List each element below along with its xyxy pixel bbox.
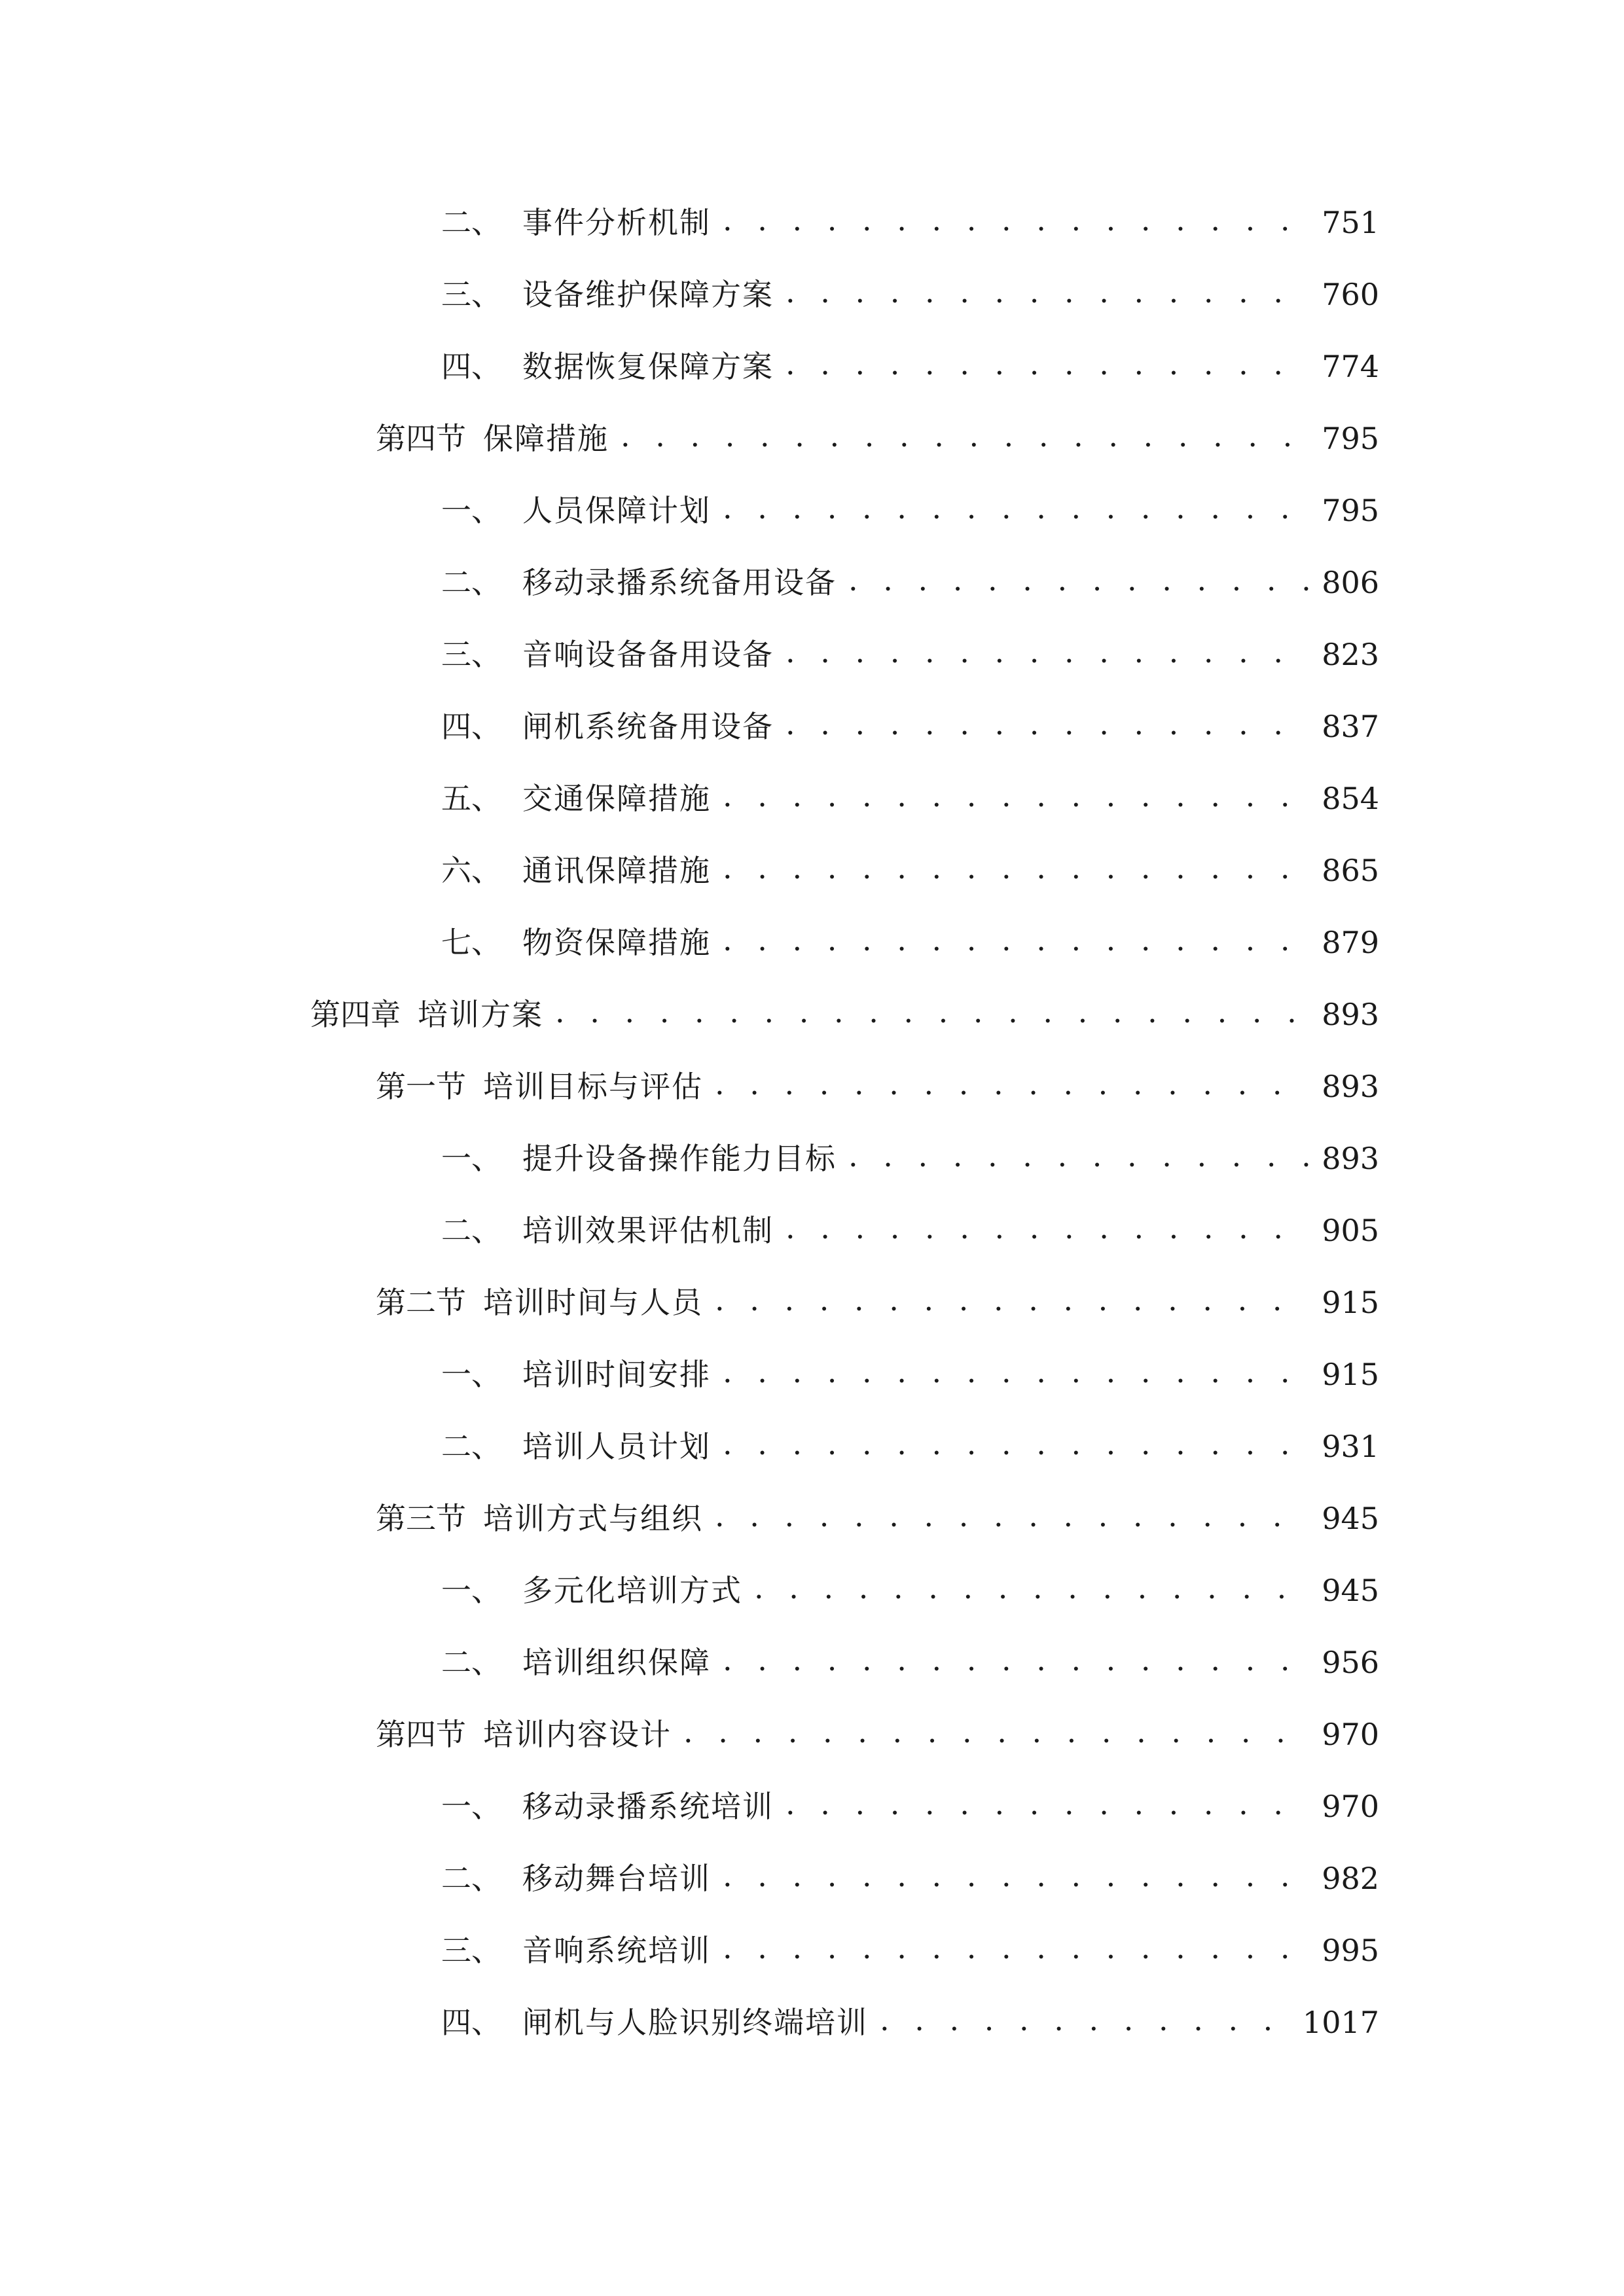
toc-entry-number: 七、 [441,925,501,960]
toc-entry-page: 865 [1322,853,1379,888]
toc-entry-number: 四、 [441,2005,501,2040]
toc-entry[interactable] [310,988,1379,1041]
toc-entry[interactable] [441,1852,1379,1905]
toc-dot-leader [785,338,1310,390]
toc-entry-title: 培训内容设计 [483,1717,672,1752]
toc-entry-number: 第四章 [310,997,401,1032]
toc-entry-title: 培训组织保障 [522,1645,711,1680]
toc-entry[interactable] [441,340,1379,393]
toc-dot-leader [723,1922,1310,1974]
toc-entry-title: 人员保障计划 [522,493,711,528]
toc-entry-title: 多元化培训方式 [522,1573,742,1608]
toc-entry-number: 一、 [441,1357,501,1392]
toc-entry-page: 915 [1322,1357,1379,1392]
toc-dot-leader [785,626,1310,678]
toc-entry-title: 培训时间与人员 [483,1285,703,1320]
toc-entry-number: 三、 [441,277,501,312]
toc-entry[interactable] [441,484,1379,537]
toc-entry-number: 六、 [441,853,501,888]
toc-entry[interactable] [441,1636,1379,1689]
toc-entry-page: 751 [1322,205,1379,240]
toc-entry-title: 移动舞台培训 [522,1861,711,1896]
toc-dot-leader [723,482,1310,534]
toc-entry-number: 第三节 [376,1501,466,1536]
toc-entry-page: 982 [1322,1861,1379,1896]
toc-dot-leader [723,770,1310,822]
toc-entry-page: 905 [1322,1213,1379,1248]
toc-entry-number: 二、 [441,205,501,240]
toc-entry-number: 一、 [441,1789,501,1824]
toc-entry[interactable] [441,1564,1379,1617]
toc-dot-leader [723,1850,1310,1902]
toc-entry-number: 五、 [441,781,501,816]
toc-dot-leader [723,1346,1310,1398]
toc-entry-page: 956 [1322,1645,1379,1680]
toc-dot-leader [715,1274,1310,1326]
toc-entry-page: 915 [1322,1285,1379,1320]
toc-entry[interactable] [441,268,1379,321]
toc-entry-title: 音响系统培训 [522,1933,711,1968]
toc-entry[interactable] [441,628,1379,681]
toc-entry[interactable] [441,196,1379,249]
toc-entry-title: 培训目标与评估 [483,1069,703,1104]
toc-entry-page: 774 [1322,349,1379,384]
toc-entry-page: 837 [1322,709,1379,744]
toc-entry-number: 二、 [441,1429,501,1464]
toc-entry-title: 事件分析机制 [522,205,711,240]
toc-dot-leader [683,1706,1310,1758]
toc-entry-title: 通讯保障措施 [522,853,711,888]
toc-entry-number: 一、 [441,493,501,528]
toc-entry-number: 第一节 [376,1069,466,1104]
toc-entry[interactable] [441,1348,1379,1401]
toc-entry-number: 四、 [441,709,501,744]
toc-entry-number: 二、 [441,1645,501,1680]
toc-entry-page: 970 [1322,1789,1379,1824]
toc-dot-leader [723,194,1310,246]
toc-dot-leader [785,1778,1310,1830]
toc-entry-title: 数据恢复保障方案 [522,349,774,384]
toc-dot-leader [785,266,1310,318]
toc-entry-title: 培训人员计划 [522,1429,711,1464]
toc-entry[interactable] [441,1204,1379,1257]
toc-entry-page: 854 [1322,781,1379,816]
toc-entry-page: 795 [1322,421,1379,456]
toc-entry-title: 培训时间安排 [522,1357,711,1392]
toc-dot-leader [715,1490,1310,1542]
toc-entry-number: 一、 [441,1573,501,1608]
toc-entry-page: 931 [1322,1429,1379,1464]
toc-entry-number: 二、 [441,1213,501,1248]
toc-entry-title: 培训方式与组织 [483,1501,703,1536]
toc-entry-number: 第二节 [376,1285,466,1320]
toc-dot-leader [785,698,1310,750]
toc-entry-title: 音响设备备用设备 [522,637,774,672]
toc-entry[interactable] [376,1276,1379,1329]
toc-entry-number: 三、 [441,637,501,672]
toc-entry-title: 培训方案 [418,997,543,1032]
toc-entry-title: 保障措施 [483,421,609,456]
toc-entry-title: 移动录播系统备用设备 [522,565,837,600]
toc-dot-leader [848,554,1310,606]
toc-entry-title: 培训效果评估机制 [522,1213,774,1248]
toc-entry-title: 交通保障措施 [522,781,711,816]
toc-dot-leader [723,1634,1310,1686]
toc-entry[interactable] [376,412,1379,465]
toc-entry[interactable] [441,1780,1379,1833]
toc-entry-title: 提升设备操作能力目标 [522,1141,837,1176]
toc-entry-page: 823 [1322,637,1379,672]
toc-dot-leader [754,1562,1310,1614]
toc-entry[interactable] [441,1132,1379,1185]
toc-dot-leader [715,1058,1310,1110]
toc-entry-page: 995 [1322,1933,1379,1968]
toc-entry-page: 893 [1322,1141,1379,1176]
toc-dot-leader [723,1418,1310,1470]
toc-entry-page: 806 [1322,565,1379,600]
toc-dot-leader [848,1130,1310,1182]
toc-entry[interactable] [441,844,1379,897]
toc-entry[interactable] [441,916,1379,969]
toc-entry-page: 760 [1322,277,1379,312]
toc-entry-page: 893 [1322,1069,1379,1104]
toc-entry[interactable] [376,1492,1379,1545]
toc-entry-number: 三、 [441,1933,501,1968]
toc-entry-number: 一、 [441,1141,501,1176]
toc-entry-page: 1017 [1302,2005,1379,2040]
toc-entry[interactable] [441,556,1379,609]
toc-entry-page: 795 [1322,493,1379,528]
toc-dot-leader [880,1994,1291,2046]
toc-entry-page: 945 [1322,1573,1379,1608]
toc-dot-leader [555,986,1310,1038]
toc-entry[interactable] [376,1708,1379,1761]
toc-dot-leader [723,914,1310,966]
toc-entry[interactable] [441,1996,1379,2049]
toc-entry-title: 物资保障措施 [522,925,711,960]
toc-entry-number: 第四节 [376,421,466,456]
toc-entry-page: 970 [1322,1717,1379,1752]
toc-entry[interactable] [376,1060,1379,1113]
toc-entry[interactable] [441,1420,1379,1473]
toc-entry-title: 闸机与人脸识别终端培训 [522,2005,868,2040]
toc-entry-page: 893 [1322,997,1379,1032]
toc-entry-number: 二、 [441,1861,501,1896]
toc-entry-title: 设备维护保障方案 [522,277,774,312]
toc-entry-title: 移动录播系统培训 [522,1789,774,1824]
toc-entry[interactable] [441,700,1379,753]
toc-dot-leader [785,1202,1310,1254]
toc-entry[interactable] [441,1924,1379,1977]
toc-entry-page: 945 [1322,1501,1379,1536]
toc-entry-title: 闸机系统备用设备 [522,709,774,744]
toc-dot-leader [621,410,1310,462]
toc-entry-number: 第四节 [376,1717,466,1752]
toc-entry-number: 四、 [441,349,501,384]
toc-entry-number: 二、 [441,565,501,600]
toc-entry[interactable] [441,772,1379,825]
toc-entry-page: 879 [1322,925,1379,960]
toc-dot-leader [723,842,1310,894]
